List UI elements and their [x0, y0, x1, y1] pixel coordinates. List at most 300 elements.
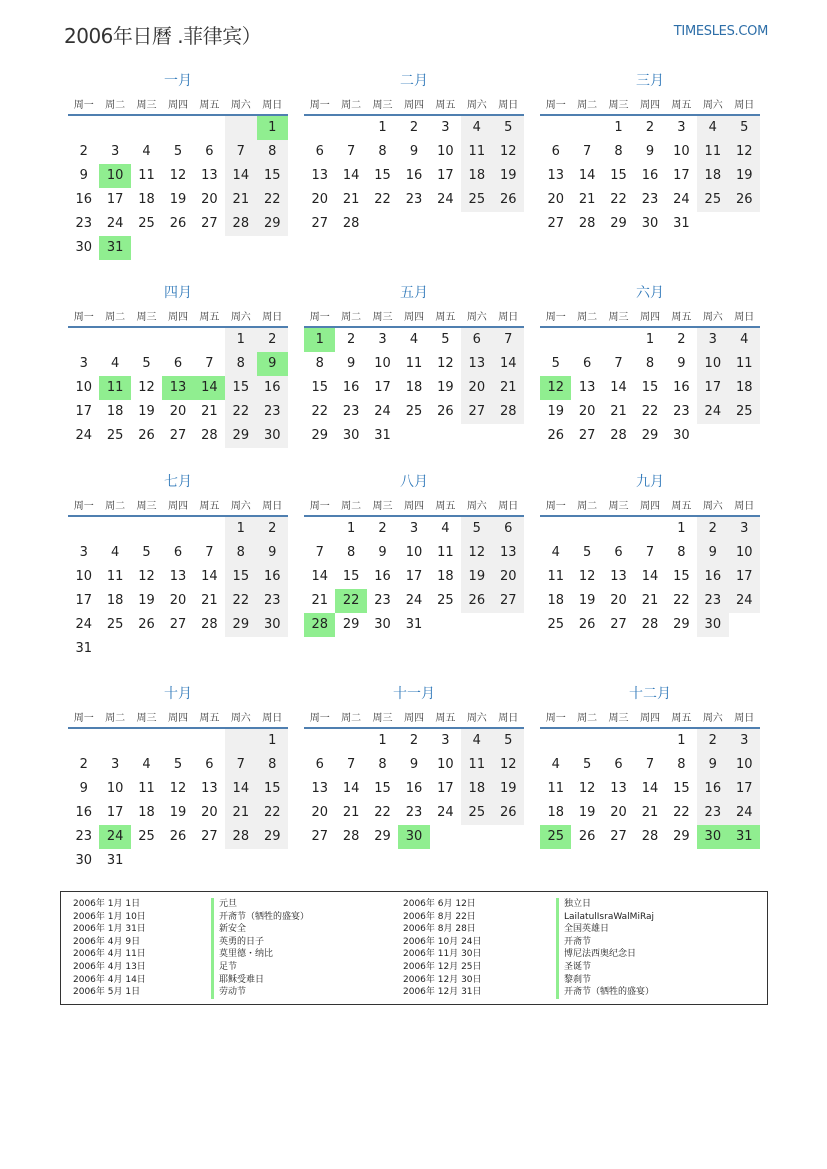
holiday-name: 元旦	[211, 898, 237, 911]
day-cell: 18	[461, 777, 492, 801]
empty-day-cell	[131, 116, 162, 140]
weekday-header	[304, 92, 524, 116]
holiday-name: 新安全	[211, 923, 246, 936]
week-row	[68, 753, 288, 777]
day-cell: 24	[437, 192, 454, 207]
day-cell: 11	[547, 569, 564, 584]
day-cell: 2	[645, 120, 655, 135]
empty-day-cell	[131, 849, 162, 873]
week-row	[68, 140, 288, 164]
empty-day-cell	[729, 613, 760, 637]
day-cell: 16	[673, 380, 690, 395]
day-cell: 9	[346, 356, 356, 371]
week-row	[540, 589, 760, 613]
day-cell: 21	[201, 404, 218, 419]
week-row	[68, 777, 288, 801]
day-cell: 9	[697, 541, 728, 565]
day-cell: 13	[311, 168, 328, 183]
day-cell: 24	[374, 404, 391, 419]
empty-day-cell	[194, 328, 225, 352]
weekday-label: 周六	[466, 712, 487, 724]
day-cell: 5	[142, 356, 151, 371]
day-cell: 20	[610, 805, 627, 820]
day-cell: 8	[614, 144, 623, 159]
day-cell: 17	[405, 569, 423, 584]
week-row	[304, 589, 524, 613]
weekday-label: 周六	[230, 500, 251, 512]
week-row	[304, 400, 524, 424]
day-cell: 12	[493, 753, 524, 777]
day-cell: 29	[257, 825, 288, 849]
day-cell: 20	[610, 593, 627, 608]
day-cell: 24	[75, 428, 92, 443]
empty-day-cell	[461, 424, 492, 448]
day-cell: 29	[641, 428, 659, 443]
week-row	[68, 589, 288, 613]
day-cell: 18	[547, 593, 564, 608]
day-cell: 15	[257, 777, 288, 801]
day-cell: 23	[405, 192, 423, 207]
weekday-header	[68, 493, 288, 517]
day-cell: 14	[641, 781, 659, 796]
week-row	[304, 565, 524, 589]
day-cell: 19	[461, 565, 492, 589]
day-cell: 2	[697, 517, 728, 541]
holiday-date: 2006年 12月 30日	[403, 974, 482, 985]
holiday-date: 2006年 1月 10日	[73, 911, 146, 922]
weekday-label: 周日	[262, 99, 283, 111]
day-cell: 20	[201, 192, 218, 207]
weekday-label: 周一	[309, 311, 330, 323]
day-cell: 29	[342, 617, 360, 632]
day-cell: 6	[315, 144, 324, 159]
day-cell: 11	[461, 140, 492, 164]
holiday-date: 2006年 6月 12日	[403, 899, 476, 909]
day-cell: 16	[405, 781, 423, 796]
weekday-label: 周二	[105, 311, 126, 323]
day-cell: 19	[169, 805, 187, 820]
day-cell: 14	[342, 168, 360, 183]
weekday-header	[68, 304, 288, 328]
empty-day-cell	[634, 517, 665, 541]
day-cell: 30	[75, 240, 92, 255]
weekday-header	[304, 304, 524, 328]
day-cell: 25	[106, 617, 124, 632]
day-cell: 14	[225, 777, 256, 801]
week-row	[540, 517, 760, 541]
weekday-label: 周日	[262, 311, 283, 323]
day-cell: 25	[106, 428, 124, 443]
week-row	[68, 729, 288, 753]
day-cell: 21	[201, 593, 218, 608]
day-cell: 8	[315, 356, 324, 371]
day-cell: 25	[461, 188, 492, 212]
day-cell: 1	[257, 116, 288, 140]
week-row	[540, 164, 760, 188]
site-link[interactable]: TIMESLES.COM	[673, 24, 768, 39]
empty-day-cell	[162, 328, 193, 352]
day-cell: 7	[205, 545, 214, 560]
weekday-label: 周四	[403, 500, 424, 512]
empty-day-cell	[603, 328, 634, 352]
week-row	[68, 424, 288, 448]
weekday-label: 周三	[608, 500, 629, 512]
day-cell: 9	[257, 352, 288, 376]
day-cell: 30	[697, 613, 728, 637]
day-cell: 7	[645, 545, 655, 560]
empty-day-cell	[603, 517, 634, 541]
day-cell: 24	[697, 400, 728, 424]
day-cell: 17	[697, 376, 728, 400]
empty-day-cell	[131, 236, 162, 260]
day-cell: 10	[437, 757, 454, 772]
day-cell: 26	[138, 617, 155, 632]
day-cell: 14	[194, 376, 225, 400]
weekday-label: 周五	[199, 712, 220, 724]
day-cell: 4	[697, 116, 728, 140]
week-row	[68, 376, 288, 400]
week-row	[68, 541, 288, 565]
day-cell: 9	[257, 541, 288, 565]
day-cell: 2	[257, 328, 288, 352]
month-title: 四月	[164, 285, 192, 301]
day-cell: 18	[547, 805, 564, 820]
week-row	[68, 188, 288, 212]
day-cell: 18	[729, 376, 760, 400]
day-cell: 15	[673, 569, 690, 584]
weekday-label: 周六	[230, 99, 251, 111]
day-cell: 21	[342, 805, 360, 820]
empty-day-cell	[697, 212, 728, 236]
empty-day-cell	[225, 729, 256, 753]
empty-day-cell	[194, 637, 225, 661]
weekday-label: 周日	[498, 500, 519, 512]
day-cell: 12	[169, 781, 187, 796]
day-cell: 6	[205, 757, 214, 772]
day-cell: 28	[225, 212, 256, 236]
month-title: 十月	[164, 686, 192, 702]
day-cell: 10	[99, 164, 130, 188]
day-cell: 5	[142, 545, 151, 560]
weekday-label: 周三	[372, 99, 393, 111]
day-cell: 4	[110, 545, 120, 560]
empty-day-cell	[257, 236, 288, 260]
day-cell: 9	[677, 356, 686, 371]
weekday-header	[540, 493, 760, 517]
day-cell: 9	[79, 781, 88, 796]
weekday-label: 周六	[466, 500, 487, 512]
month-title: 十二月	[629, 686, 671, 702]
week-row	[68, 637, 288, 661]
empty-day-cell	[194, 849, 225, 873]
week-row	[540, 753, 760, 777]
day-cell: 3	[409, 521, 419, 536]
month-block	[68, 70, 288, 260]
week-row	[68, 400, 288, 424]
holiday-date: 2006年 1月 1日	[73, 899, 141, 909]
week-row	[68, 849, 288, 873]
day-cell: 6	[461, 328, 492, 352]
day-cell: 2	[409, 733, 419, 748]
month-block	[68, 282, 288, 448]
day-cell: 27	[461, 400, 492, 424]
day-cell: 15	[311, 380, 328, 395]
empty-day-cell	[162, 116, 193, 140]
month-title: 十一月	[393, 686, 435, 702]
day-cell: 27	[493, 589, 524, 613]
day-cell: 26	[169, 829, 187, 844]
day-cell: 20	[547, 192, 564, 207]
weekday-label: 周六	[466, 99, 487, 111]
holiday-date: 2006年 10月 24日	[403, 936, 482, 947]
day-cell: 10	[729, 541, 760, 565]
day-cell: 7	[614, 356, 623, 371]
day-cell: 29	[311, 428, 328, 443]
day-cell: 19	[493, 164, 524, 188]
week-row	[540, 541, 760, 565]
day-cell: 23	[75, 829, 92, 844]
month-block	[540, 282, 760, 448]
holiday-date: 2006年 8月 28日	[403, 924, 476, 935]
day-cell: 20	[493, 565, 524, 589]
day-cell: 7	[346, 757, 356, 772]
weekday-label: 周五	[435, 712, 456, 724]
day-cell: 20	[461, 376, 492, 400]
holiday-date: 2006年 8月 22日	[403, 911, 476, 922]
day-cell: 1	[225, 517, 256, 541]
day-cell: 2	[378, 521, 387, 536]
weekday-label: 周三	[136, 712, 157, 724]
day-cell: 9	[409, 757, 419, 772]
day-cell: 18	[405, 380, 423, 395]
week-row	[540, 825, 760, 849]
week-row	[68, 801, 288, 825]
empty-day-cell	[430, 212, 461, 236]
weekday-label: 周六	[702, 99, 723, 111]
day-cell: 19	[169, 192, 187, 207]
weekday-label: 周五	[435, 311, 456, 323]
week-row	[304, 328, 524, 352]
day-cell: 13	[610, 781, 627, 796]
day-cell: 13	[169, 569, 187, 584]
day-cell: 12	[540, 376, 571, 400]
empty-day-cell	[540, 517, 571, 541]
weekday-label: 周六	[702, 311, 723, 323]
month-block	[304, 471, 524, 637]
day-cell: 11	[138, 781, 155, 796]
weekday-label: 周四	[167, 500, 188, 512]
day-cell: 24	[673, 192, 690, 207]
holiday-name: LailatulIsraWalMiRaj	[556, 911, 654, 924]
day-cell: 10	[75, 569, 92, 584]
weekday-label: 周四	[639, 500, 660, 512]
day-cell: 13	[493, 541, 524, 565]
day-cell: 27	[201, 216, 218, 231]
day-cell: 8	[677, 757, 686, 772]
day-cell: 4	[551, 545, 560, 560]
day-cell: 5	[173, 144, 183, 159]
week-row	[304, 376, 524, 400]
holiday-name: 独立日	[556, 898, 591, 911]
day-cell: 3	[110, 757, 120, 772]
day-cell: 18	[461, 164, 492, 188]
weekday-label: 周四	[167, 712, 188, 724]
empty-day-cell	[257, 849, 288, 873]
day-cell: 1	[378, 120, 387, 135]
week-row	[540, 188, 760, 212]
day-cell: 5	[582, 757, 592, 772]
weekday-label: 周四	[403, 712, 424, 724]
day-cell: 1	[257, 729, 288, 753]
empty-day-cell	[194, 729, 225, 753]
day-cell: 20	[311, 192, 328, 207]
empty-day-cell	[225, 116, 256, 140]
day-cell: 4	[729, 328, 760, 352]
day-cell: 23	[697, 801, 728, 825]
weekday-label: 周三	[372, 712, 393, 724]
day-cell: 13	[610, 569, 627, 584]
week-row	[540, 424, 760, 448]
day-cell: 12	[461, 541, 492, 565]
weekday-label: 周三	[608, 712, 629, 724]
day-cell: 12	[138, 569, 155, 584]
day-cell: 22	[374, 805, 391, 820]
day-cell: 1	[378, 733, 387, 748]
day-cell: 26	[547, 428, 564, 443]
day-cell: 19	[729, 164, 760, 188]
day-cell: 5	[493, 729, 524, 753]
weekday-label: 周日	[734, 311, 755, 323]
empty-day-cell	[430, 613, 461, 637]
holiday-name: 开斋节	[556, 936, 591, 949]
day-cell: 3	[729, 517, 760, 541]
day-cell: 11	[99, 376, 130, 400]
day-cell: 5	[729, 116, 760, 140]
day-cell: 7	[205, 356, 214, 371]
day-cell: 2	[257, 517, 288, 541]
day-cell: 14	[493, 352, 524, 376]
holiday-date: 2006年 12月 25日	[403, 962, 482, 972]
day-cell: 23	[75, 216, 92, 231]
day-cell: 22	[374, 192, 391, 207]
day-cell: 29	[673, 829, 690, 844]
week-row	[304, 188, 524, 212]
day-cell: 31	[374, 428, 391, 443]
day-cell: 24	[405, 593, 423, 608]
week-row	[540, 328, 760, 352]
weekday-header	[540, 304, 760, 328]
day-cell: 28	[493, 400, 524, 424]
week-row	[540, 352, 760, 376]
empty-day-cell	[99, 517, 130, 541]
empty-day-cell	[540, 116, 571, 140]
day-cell: 22	[673, 593, 690, 608]
empty-day-cell	[162, 849, 193, 873]
week-row	[304, 825, 524, 849]
day-cell: 7	[315, 545, 324, 560]
empty-day-cell	[603, 729, 634, 753]
day-cell: 21	[610, 404, 627, 419]
weekday-label: 周一	[545, 712, 566, 724]
weekday-label: 周日	[498, 311, 519, 323]
empty-day-cell	[257, 637, 288, 661]
day-cell: 10	[106, 781, 124, 796]
day-cell: 12	[578, 569, 596, 584]
day-cell: 8	[225, 541, 256, 565]
day-cell: 15	[225, 376, 256, 400]
day-cell: 27	[610, 829, 627, 844]
empty-day-cell	[430, 424, 461, 448]
month-title: 三月	[636, 73, 664, 89]
week-row	[304, 352, 524, 376]
day-cell: 15	[374, 781, 391, 796]
day-cell: 5	[173, 757, 183, 772]
week-row	[68, 328, 288, 352]
day-cell: 26	[493, 801, 524, 825]
day-cell: 3	[378, 332, 387, 347]
holiday-name: 耶稣受难日	[211, 974, 264, 987]
day-cell: 30	[257, 424, 288, 448]
empty-day-cell	[398, 212, 429, 236]
day-cell: 28	[304, 613, 335, 637]
day-cell: 9	[697, 753, 728, 777]
day-cell: 17	[75, 593, 92, 608]
day-cell: 28	[610, 428, 627, 443]
weekday-header	[304, 705, 524, 729]
day-cell: 17	[75, 404, 92, 419]
week-row	[304, 517, 524, 541]
week-row	[304, 164, 524, 188]
week-row	[68, 164, 288, 188]
day-cell: 22	[335, 589, 366, 613]
day-cell: 13	[311, 781, 328, 796]
day-cell: 15	[374, 168, 391, 183]
month-block	[540, 471, 760, 637]
day-cell: 2	[79, 757, 88, 772]
weekday-label: 周四	[167, 99, 188, 111]
day-cell: 25	[138, 829, 155, 844]
day-cell: 30	[398, 825, 429, 849]
day-cell: 27	[201, 829, 218, 844]
day-cell: 10	[405, 545, 423, 560]
weekday-label: 周日	[734, 99, 755, 111]
month-block	[540, 70, 760, 236]
empty-day-cell	[162, 517, 193, 541]
day-cell: 18	[697, 164, 728, 188]
day-cell: 22	[257, 188, 288, 212]
day-cell: 20	[169, 404, 187, 419]
day-cell: 18	[106, 404, 124, 419]
weekday-label: 周二	[577, 99, 598, 111]
weekday-label: 周二	[341, 99, 362, 111]
weekday-label: 周六	[702, 712, 723, 724]
day-cell: 11	[405, 356, 423, 371]
day-cell: 6	[173, 356, 183, 371]
day-cell: 30	[673, 428, 690, 443]
day-cell: 25	[437, 593, 454, 608]
day-cell: 29	[225, 613, 256, 637]
day-cell: 25	[547, 617, 564, 632]
weekday-label: 周四	[639, 712, 660, 724]
month-block	[304, 70, 524, 236]
weekday-header	[304, 493, 524, 517]
day-cell: 14	[225, 164, 256, 188]
day-cell: 31	[99, 236, 130, 260]
page-header	[64, 20, 768, 50]
day-cell: 8	[257, 140, 288, 164]
day-cell: 29	[673, 617, 690, 632]
empty-day-cell	[304, 517, 335, 541]
